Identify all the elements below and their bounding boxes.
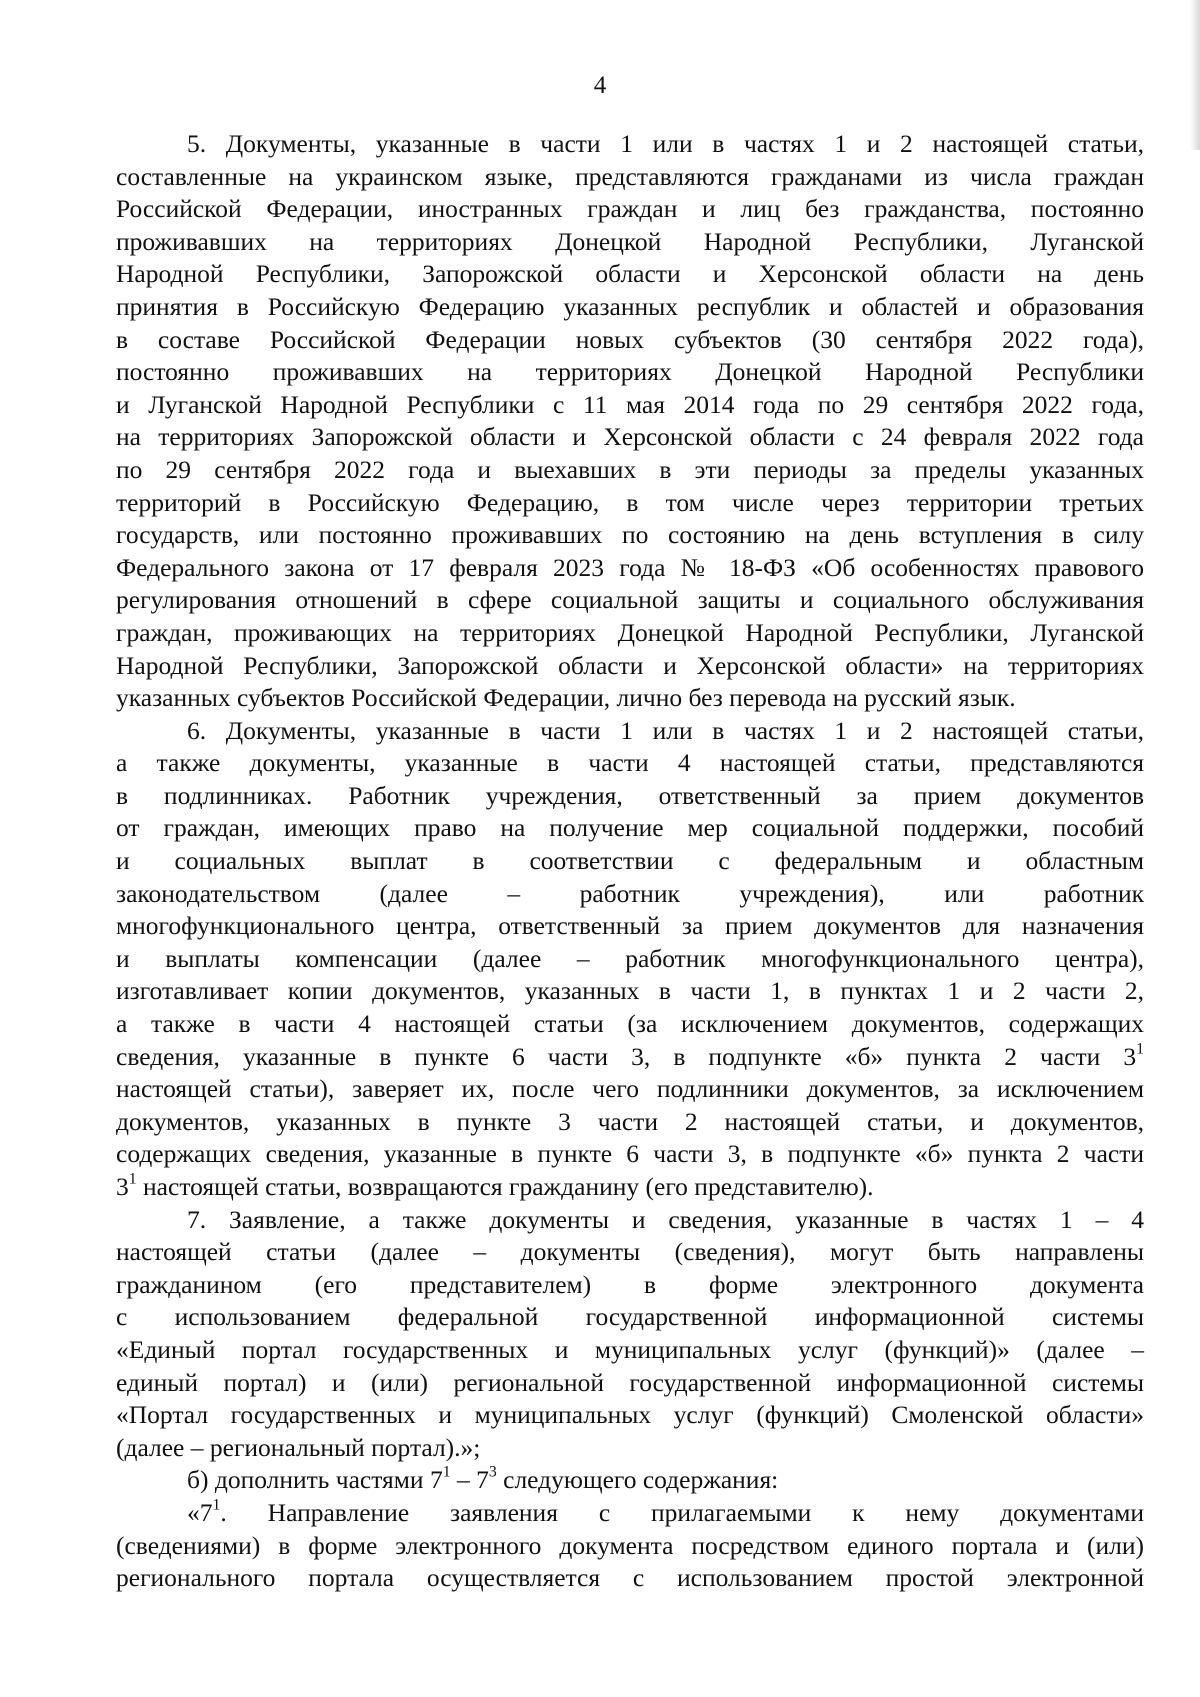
line-text: а также документы, указанные в части 4 настоящей статьи, представляются xyxy=(116,748,1144,778)
line-text: Народной Республики, Запорожской области и Херсонской области на день xyxy=(116,259,1144,289)
text-line xyxy=(116,421,1144,454)
text-line xyxy=(116,389,1144,422)
text-line xyxy=(116,519,1144,552)
text-line xyxy=(116,1041,1144,1074)
line-text: а также в части 4 настоящей статьи (за исключением документов, содержащих xyxy=(116,1009,1144,1039)
line-text: по 29 сентября 2022 года и выехавших в эти периоды за пределы указанных xyxy=(116,454,1144,484)
line-text: 6. Документы, указанные в части 1 или в частях 1 и 2 настоящей статьи, xyxy=(187,715,1144,745)
text-line xyxy=(116,747,1144,780)
line-text: «Портал государственных и муниципальных услуг (функций) Смоленской области» xyxy=(116,1400,1144,1430)
text-line xyxy=(116,910,1144,943)
line-text: – 7 xyxy=(450,1465,489,1495)
text-line xyxy=(116,1106,1144,1139)
text-line xyxy=(116,324,1144,357)
text-line xyxy=(116,650,1144,683)
text-line xyxy=(116,1236,1144,1269)
line-text: указанных субъектов Российской Федерации, лично без перевода на русский язык. xyxy=(116,683,1016,713)
line-text: «Единый портал государственных и муниципальных услуг (функций)» (далее – xyxy=(116,1334,1144,1364)
text-line xyxy=(116,291,1144,324)
line-text: гражданином (его представителем) в форме электронного документа xyxy=(116,1269,1144,1299)
text-line xyxy=(116,617,1144,650)
line-text: территорий в Российскую Федерацию, в том числе через территории третьих xyxy=(116,487,1144,517)
text-line xyxy=(116,1073,1144,1106)
text-line xyxy=(116,878,1144,911)
line-text: постоянно проживавших на территориях Донецкой Народной Республики xyxy=(116,357,1144,387)
line-text: с использованием федеральной государственной информационной системы xyxy=(116,1302,1144,1332)
line-text: следующего содержания: xyxy=(496,1465,779,1495)
line-text: документов, указанных в пункте 3 части 2 настоящей статьи, и документов, xyxy=(116,1106,1144,1136)
line-text: содержащих сведения, указанные в пункте 6 части 3, в подпункте «б» пункта 2 части xyxy=(116,1139,1144,1169)
text-line xyxy=(116,1399,1144,1432)
line-text: составленные на украинском языке, представляются гражданами из числа граждан xyxy=(116,161,1144,191)
line-text: и социальных выплат в соответствии с федеральным и областным xyxy=(116,846,1144,876)
line-text: изготавливает копии документов, указанных в части 1, в пунктах 1 и 2 части 2, xyxy=(116,976,1144,1006)
text-line xyxy=(116,258,1144,291)
text-line xyxy=(116,1464,1144,1497)
line-text: регулирования отношений в сфере социальной защиты и социального обслуживания xyxy=(116,585,1144,615)
text-line xyxy=(116,1530,1144,1563)
line-text: настоящей статьи (далее – документы (сведения), могут быть направлены xyxy=(116,1237,1144,1267)
line-text: Народной Республики, Запорожской области и Херсонской области» на территориях xyxy=(116,650,1144,680)
line-text: б) дополнить частями 7 xyxy=(187,1465,443,1495)
line-text: единый портал) и (или) региональной государственной информационной системы xyxy=(116,1367,1144,1397)
line-text: и выплаты компенсации (далее – работник многофункционального центра), xyxy=(116,943,1144,973)
line-text: 7. Заявление, а также документы и сведения, указанные в частях 1 – 4 xyxy=(187,1204,1144,1234)
superscript: 1 xyxy=(212,1496,221,1514)
text-line xyxy=(116,161,1144,194)
line-text: (сведениями) в форме электронного документа посредством единого портала и (или) xyxy=(116,1530,1144,1560)
text-line xyxy=(116,1301,1144,1334)
page-number: 4 xyxy=(593,72,607,99)
document-body xyxy=(116,128,1144,1595)
text-line xyxy=(116,1334,1144,1367)
text-line xyxy=(116,715,1144,748)
line-text: и Луганской Народной Республики с 11 мая 2014 года по 29 сентября 2022 года, xyxy=(116,389,1144,419)
line-text: . Направление заявления с прилагаемыми к нему документами xyxy=(220,1497,1144,1527)
text-line xyxy=(116,128,1144,161)
scan-edge-shadow xyxy=(1190,0,1200,150)
line-text: настоящей статьи), заверяет их, после чего подлинники документов, за исключением xyxy=(116,1074,1144,1104)
text-line xyxy=(116,943,1144,976)
line-text: принятия в Российскую Федерацию указанных республик и областей и образования xyxy=(116,291,1144,321)
line-text: «7 xyxy=(187,1497,213,1527)
text-line xyxy=(116,1497,1144,1530)
line-text: (далее – региональный портал).»; xyxy=(116,1432,481,1462)
line-text: регионального портала осуществляется с использованием простой электронной xyxy=(116,1563,1144,1593)
text-line xyxy=(116,487,1144,520)
superscript: 1 xyxy=(1136,1040,1144,1058)
superscript: 1 xyxy=(128,1170,137,1188)
text-line xyxy=(116,780,1144,813)
text-line xyxy=(116,356,1144,389)
text-line xyxy=(116,975,1144,1008)
text-line xyxy=(116,1562,1144,1595)
text-line xyxy=(116,1367,1144,1400)
text-line xyxy=(116,1432,1144,1465)
line-text: Федерального закона от 17 февраля 2023 года № 18-ФЗ «Об особенностях правового xyxy=(116,552,1144,582)
text-line xyxy=(116,1269,1144,1302)
line-text: в подлинниках. Работник учреждения, ответственный за прием документов xyxy=(116,780,1144,810)
line-text: законодательством (далее – работник учреждения), или работник xyxy=(116,878,1144,908)
line-text: 5. Документы, указанные в части 1 или в частях 1 и 2 настоящей статьи, xyxy=(187,129,1144,158)
line-text: государств, или постоянно проживавших по состоянию на день вступления в силу xyxy=(116,520,1144,550)
text-line xyxy=(116,552,1144,585)
line-text: сведения, указанные в пункте 6 части 3, в подпункте «б» пункта 2 части 3 xyxy=(116,1041,1137,1071)
line-text: проживавших на территориях Донецкой Народной Республики, Луганской xyxy=(116,226,1144,256)
text-line xyxy=(116,1171,1144,1204)
line-text: от граждан, имеющих право на получение мер социальной поддержки, пособий xyxy=(116,813,1144,843)
text-line xyxy=(116,1204,1144,1237)
text-line xyxy=(116,226,1144,259)
text-line xyxy=(116,812,1144,845)
line-text: граждан, проживающих на территориях Донецкой Народной Республики, Луганской xyxy=(116,617,1144,647)
text-line xyxy=(116,1138,1144,1171)
text-line xyxy=(116,584,1144,617)
line-text: Российской Федерации, иностранных граждан и лиц без гражданства, постоянно xyxy=(116,194,1144,224)
text-line xyxy=(116,682,1144,715)
text-line xyxy=(116,454,1144,487)
superscript: 1 xyxy=(442,1463,451,1481)
line-text: на территориях Запорожской области и Херсонской области с 24 февраля 2022 года xyxy=(116,422,1144,452)
line-text: настоящей статьи, возвращаются гражданину (его представителю). xyxy=(136,1172,874,1201)
line-text: многофункционального центра, ответственный за прием документов для назначения xyxy=(116,911,1144,941)
superscript: 3 xyxy=(488,1463,497,1481)
text-line xyxy=(116,1008,1144,1041)
line-text: в составе Российской Федерации новых субъектов (30 сентября 2022 года), xyxy=(116,324,1144,354)
text-line xyxy=(116,193,1144,226)
text-line xyxy=(116,845,1144,878)
line-text: 3 xyxy=(116,1172,129,1201)
